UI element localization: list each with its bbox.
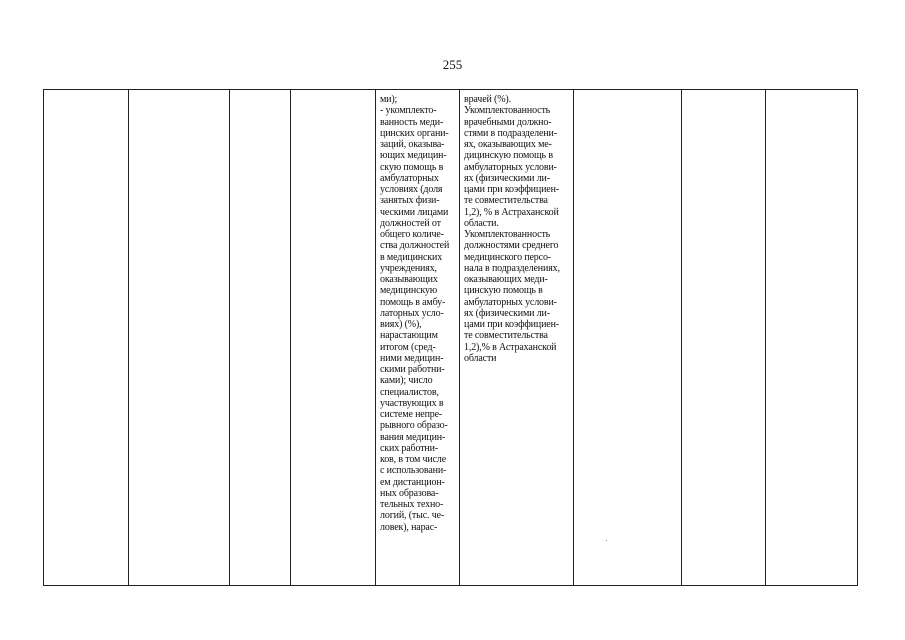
table-cell-col6 xyxy=(460,90,574,586)
document-table xyxy=(43,89,858,586)
table-cell-col5 xyxy=(376,90,460,586)
table-cell-col3 xyxy=(230,90,291,586)
page-number: 255 xyxy=(442,57,463,72)
indicator-text: ми); - укомплекто- ванность меди- цинских органи- заций, оказыва- ющих медицин- скую помощь в амбулаторных условиях (доля занятых физи- ческими лицами должностей от общего количе- ства должностей в медицинских учреждениях, оказывающих медицинскую помощь в амбу- латорных усло- виях) (%), нарастающим итогом (сред- ними медицин- скими работни- ками); число специалистов, участвующих в системе непре- рывного образо- вания медицин- ских работни- ков, в том числе с использовани- ем дистанцион- ных образова- тельных техно- логий, (тыс. че- ловек), нарас- xyxy=(380,94,450,533)
scan-speck xyxy=(606,540,607,541)
table-cell-col8 xyxy=(682,90,766,586)
table-cell-col4 xyxy=(291,90,376,586)
staffing-text: врачей (%). Укомплектованность врачебными должно- стями в подразделени- ях, оказывающих ме- дицинскую помощь в амбулаторных услови- ях (физическими ли- цами при коэффициен- те совместительства 1,2), % в Астраханской области. Укомплектованность должностями среднего медицинского персо- нала в подразделениях, оказывающих меди- цинскую помощь в амбулаторных услови- ях (физическими ли- цами при коэффициен- те совместительства 1,2),% в Астраханской области xyxy=(464,94,560,364)
table-cell-col1 xyxy=(44,90,129,586)
table-cell-col2 xyxy=(129,90,230,586)
table-row xyxy=(44,90,858,586)
table-cell-col9 xyxy=(766,90,858,586)
table-cell-col7 xyxy=(574,90,682,586)
